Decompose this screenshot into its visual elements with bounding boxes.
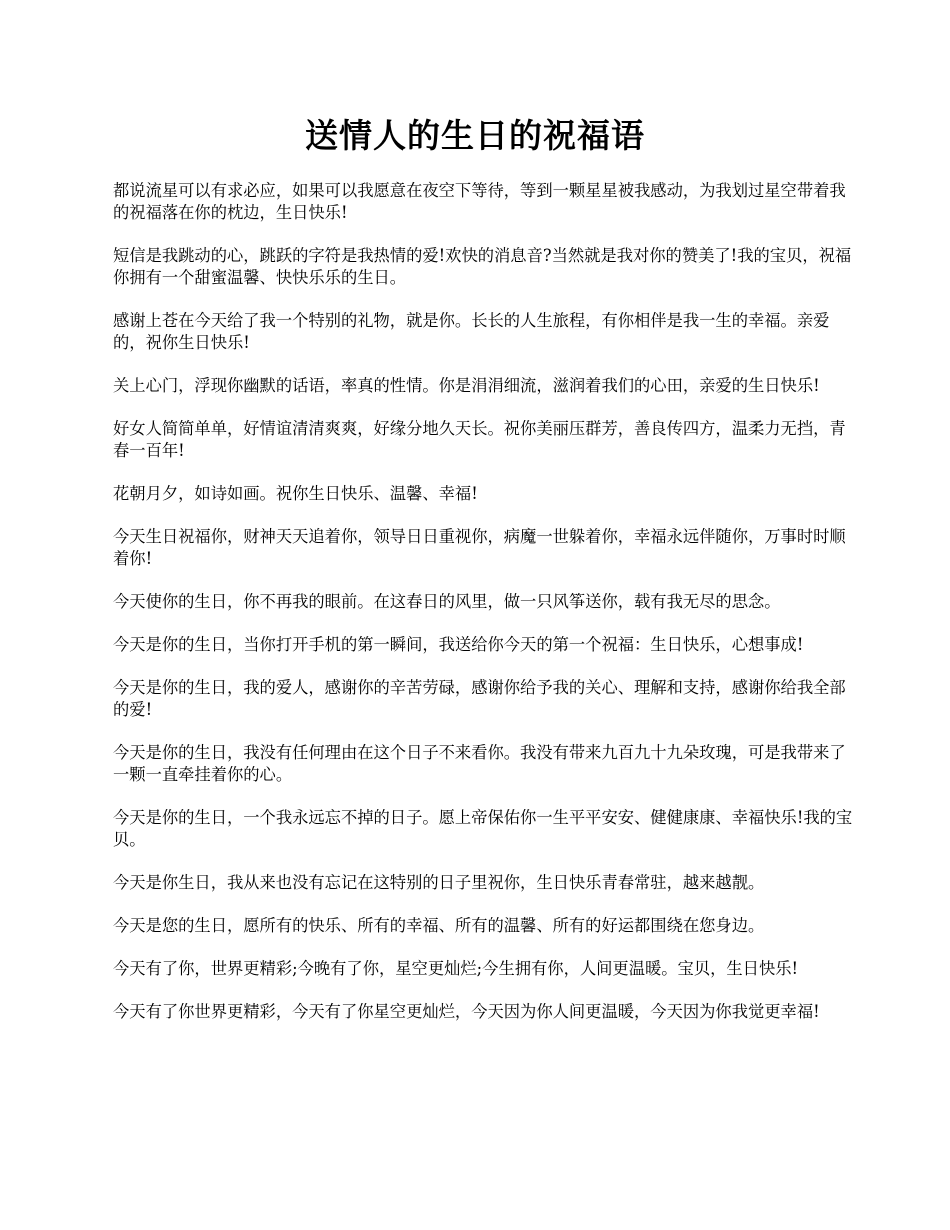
paragraph: 今天是你的生日，我没有任何理由在这个日子不来看你。我没有带来九百九十九朵玫瑰，可是我带来了一颗一直牵挂着你的心。 [113,743,846,784]
page-title: 送情人的生日的祝福语 [305,116,645,155]
paragraph: 关上心门，浮现你幽默的话语，率真的性情。你是涓涓细流，滋润着我们的心田，亲爱的生日快乐! [113,376,820,395]
paragraph: 好女人简简单单，好情谊清清爽爽，好缘分地久天长。祝你美丽压群芳，善良传四方，温柔力无挡，青春一百年! [113,419,846,460]
paragraph: 今天使你的生日，你不再我的眼前。在这春日的风里，做一只风筝送你，载有我无尽的思念。 [113,592,781,611]
paragraph: 短信是我跳动的心，跳跃的字符是我热情的爱!欢快的消息音?当然就是我对你的赞美了!我的宝贝，祝福你拥有一个甜蜜温馨、快快乐乐的生日。 [113,246,852,287]
paragraph: 都说流星可以有求必应，如果可以我愿意在夜空下等待，等到一颗星星被我感动，为我划过星空带着我的祝福落在你的枕边，生日快乐! [113,181,846,222]
paragraph: 今天是你的生日，当你打开手机的第一瞬间，我送给你今天的第一个祝福：生日快乐，心想事成! [113,635,804,654]
paragraph: 今天是你的生日，一个我永远忘不掉的日子。愿上帝保佑你一生平平安安、健健康康、幸福快乐!我的宝贝。 [113,808,853,849]
paragraph: 今天有了你，世界更精彩;今晚有了你，星空更灿烂;今生拥有你，人间更温暖。宝贝，生日快乐! [113,959,799,978]
paragraph: 今天是您的生日，愿所有的快乐、所有的幸福、所有的温馨、所有的好运都围绕在您身边。 [113,916,765,935]
paragraph: 感谢上苍在今天给了我一个特别的礼物，就是你。长长的人生旅程，有你相伴是我一生的幸福。亲爱的，祝你生日快乐! [113,311,830,352]
paragraph: 今天是你的生日，我的爱人，感谢你的辛苦劳碌，感谢你给予我的关心、理解和支持，感谢你给我全部的爱! [113,678,846,719]
paragraph: 今天是你生日，我从来也没有忘记在这特别的日子里祝你，生日快乐青春常驻，越来越靓。 [113,873,765,892]
paragraph: 花朝月夕，如诗如画。祝你生日快乐、温馨、幸福! [113,484,478,503]
document-body [113,180,853,1044]
paragraph: 今天生日祝福你，财神天天追着你，领导日日重视你，病魔一世躲着你，幸福永远伴随你，万事时时顺着你! [113,527,846,568]
paragraph: 今天有了你世界更精彩，今天有了你星空更灿烂，今天因为你人间更温暖，今天因为你我觉更幸福! [113,1002,820,1021]
